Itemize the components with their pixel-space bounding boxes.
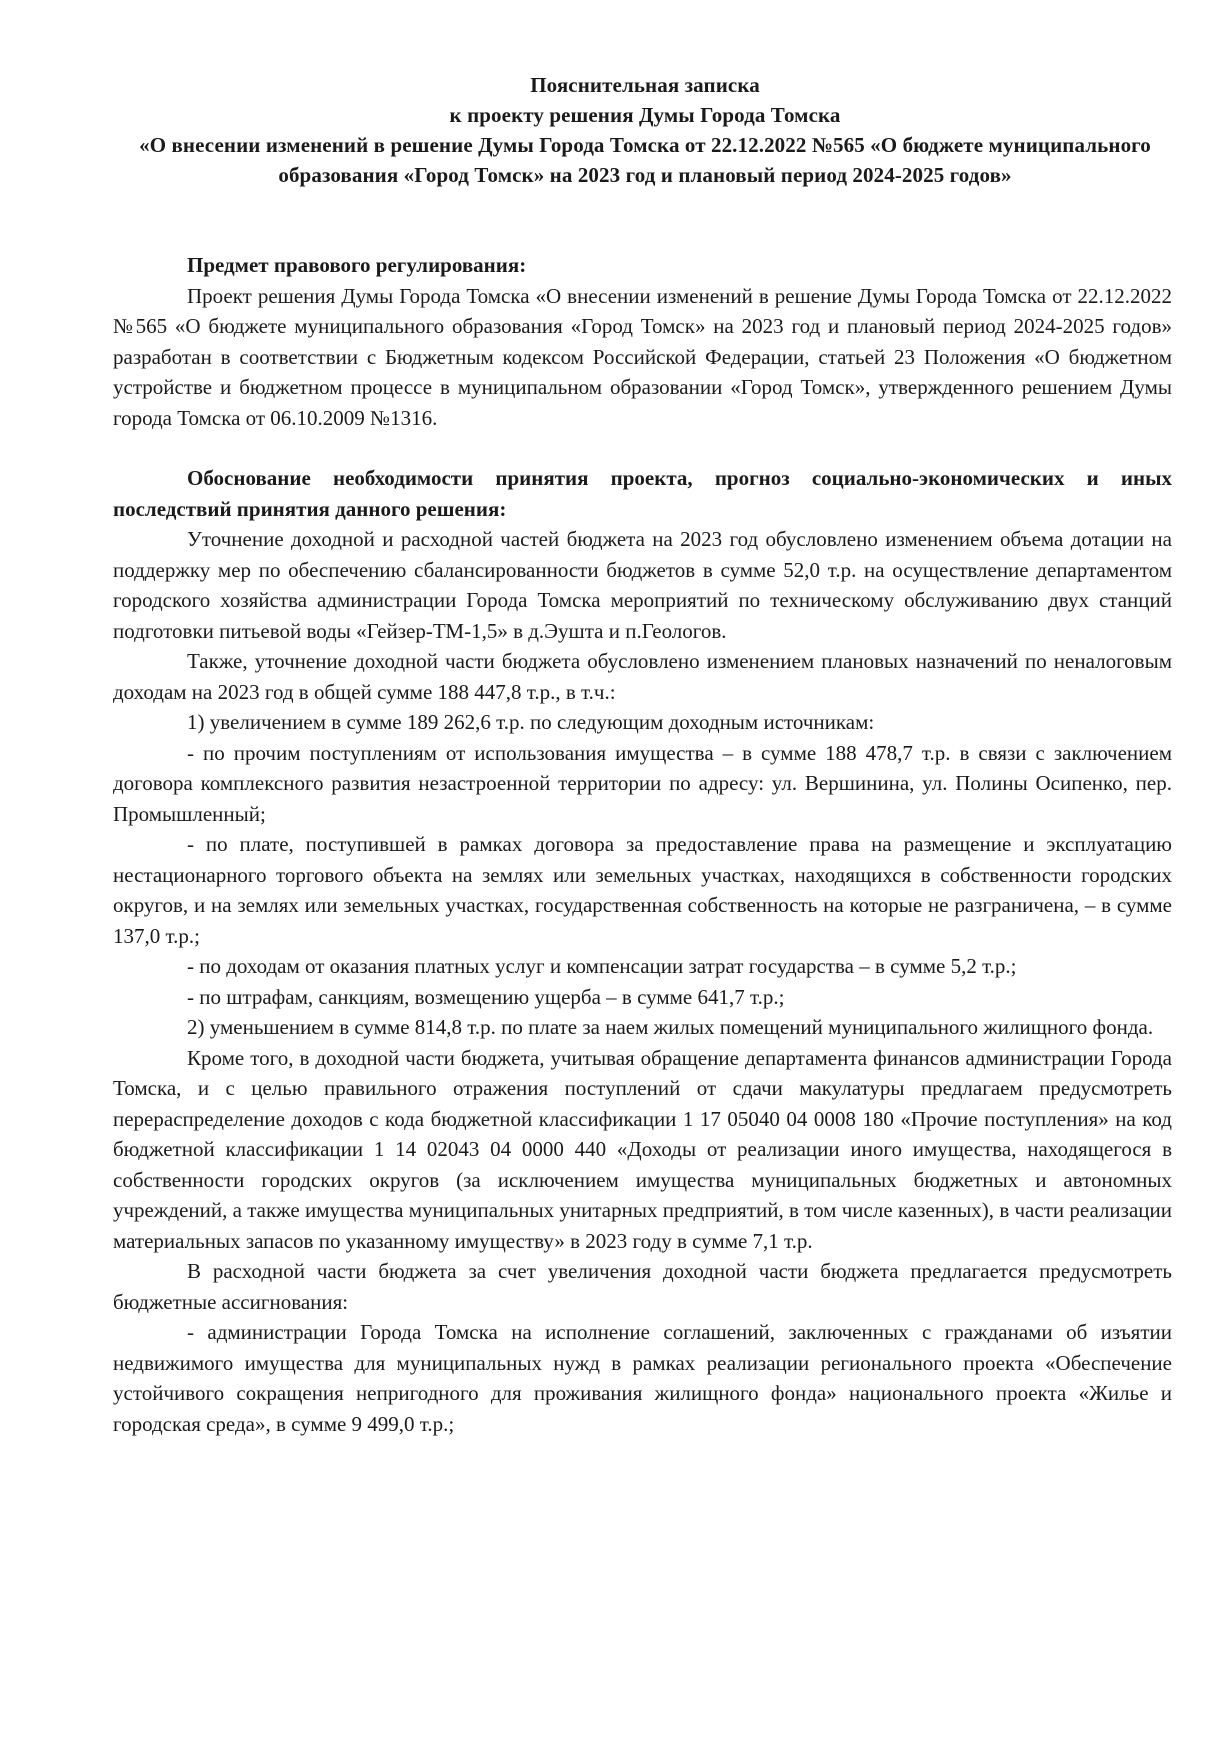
paragraph: - по прочим поступлениям от использования имущества – в сумме 188 478,7 т.р. в связи с заключением договора комплексного развития незастроенной территории по адресу: ул. Вершинина, ул. Полины Осипенко, пер. Промышленный; bbox=[113, 740, 1172, 826]
section-title-justification: Обоснование необходимости принятия проекта, прогноз социально-экономических и иных последствий принятия данного решения: bbox=[113, 466, 1172, 521]
spacer bbox=[113, 433, 1172, 463]
paragraph: 1) увеличением в сумме 189 262,6 т.р. по следующим доходным источникам: bbox=[187, 710, 875, 734]
document-body bbox=[113, 250, 1172, 1439]
heading-decision-title: «О внесении изменений в решение Думы Города Томска от 22.12.2022 №565 «О бюджете муниципального образования «Город Томск» на 2023 год и плановый период 2024-2025 годов» bbox=[139, 133, 1151, 187]
document-heading bbox=[118, 70, 1172, 190]
section-title-regulation: Предмет правового регулирования: bbox=[187, 253, 527, 277]
paragraph: Также, уточнение доходной части бюджета обусловлено изменением плановых назначений по неналоговым доходам на 2023 год в общей сумме 188 447,8 т.р., в т.ч.: bbox=[113, 649, 1172, 704]
paragraph: Проект решения Думы Города Томска «О внесении изменений в решение Думы Города Томска от 22.12.2022 №565 «О бюджете муниципального образования «Город Томск» на 2023 год и плановый период 2024-2025 годов» разработан в соответствии с Бюджетным кодексом Российской Федерации, статьей 23 Положения «О бюджетном устройстве и бюджетном процессе в муниципальном образовании «Город Томск», утвержденного решением Думы города Томска от 06.10.2009 №1316. bbox=[113, 283, 1172, 430]
paragraph: - администрации Города Томска на исполнение соглашений, заключенных с гражданами об изъятии недвижимого имущества для муниципальных нужд в рамках реализации регионального проекта «Обеспечение устойчивого сокращения непригодного для проживания жилищного фонда» национального проекта «Жилье и городская среда», в сумме 9 499,0 т.р.; bbox=[113, 1320, 1172, 1436]
heading-title: Пояснительная записка bbox=[530, 73, 760, 97]
paragraph: Уточнение доходной и расходной частей бюджета на 2023 год обусловлено изменением объема дотации на поддержку мер по обеспечению сбалансированности бюджетов в сумме 52,0 т.р. на осуществление департаментом городского хозяйства администрации Города Томска мероприятий по техническому обслуживанию двух станций подготовки питьевой воды «Гейзер-ТМ-1,5» в д.Эушта и п.Геологов. bbox=[113, 527, 1172, 643]
paragraph: В расходной части бюджета за счет увеличения доходной части бюджета предлагается предусмотреть бюджетные ассигнования: bbox=[113, 1259, 1172, 1314]
paragraph: - по плате, поступившей в рамках договора за предоставление права на размещение и эксплуатацию нестационарного торгового объекта на землях или земельных участках, находящихся в собственности городских округов, и на землях или земельных участках, государственная собственность на которые не разграничена, – в сумме 137,0 т.р.; bbox=[113, 832, 1172, 948]
paragraph: Кроме того, в доходной части бюджета, учитывая обращение департамента финансов администрации Города Томска, и с целью правильного отражения поступлений от сдачи макулатуры предлагаем предусмотреть перераспределение доходов с кода бюджетной классификации 1 17 05040 04 0008 180 «Прочие поступления» на код бюджетной классификации 1 14 02043 04 0000 440 «Доходы от реализации иного имущества, находящегося в собственности городских округов (за исключением имущества муниципальных бюджетных и автономных учреждений, а также имущества муниципальных унитарных предприятий, в том числе казенных), в части реализации материальных запасов по указанному имуществу» в 2023 году в сумме 7,1 т.р. bbox=[113, 1045, 1172, 1253]
paragraph: 2) уменьшением в сумме 814,8 т.р. по плате за наем жилых помещений муниципального жилищного фонда. bbox=[187, 1015, 1154, 1039]
heading-subtitle: к проекту решения Думы Города Томска bbox=[449, 103, 841, 127]
paragraph: - по штрафам, санкциям, возмещению ущерба – в сумме 641,7 т.р.; bbox=[187, 984, 785, 1009]
paragraph: - по доходам от оказания платных услуг и компенсации затрат государства – в сумме 5,2 т.р.; bbox=[187, 954, 1017, 978]
